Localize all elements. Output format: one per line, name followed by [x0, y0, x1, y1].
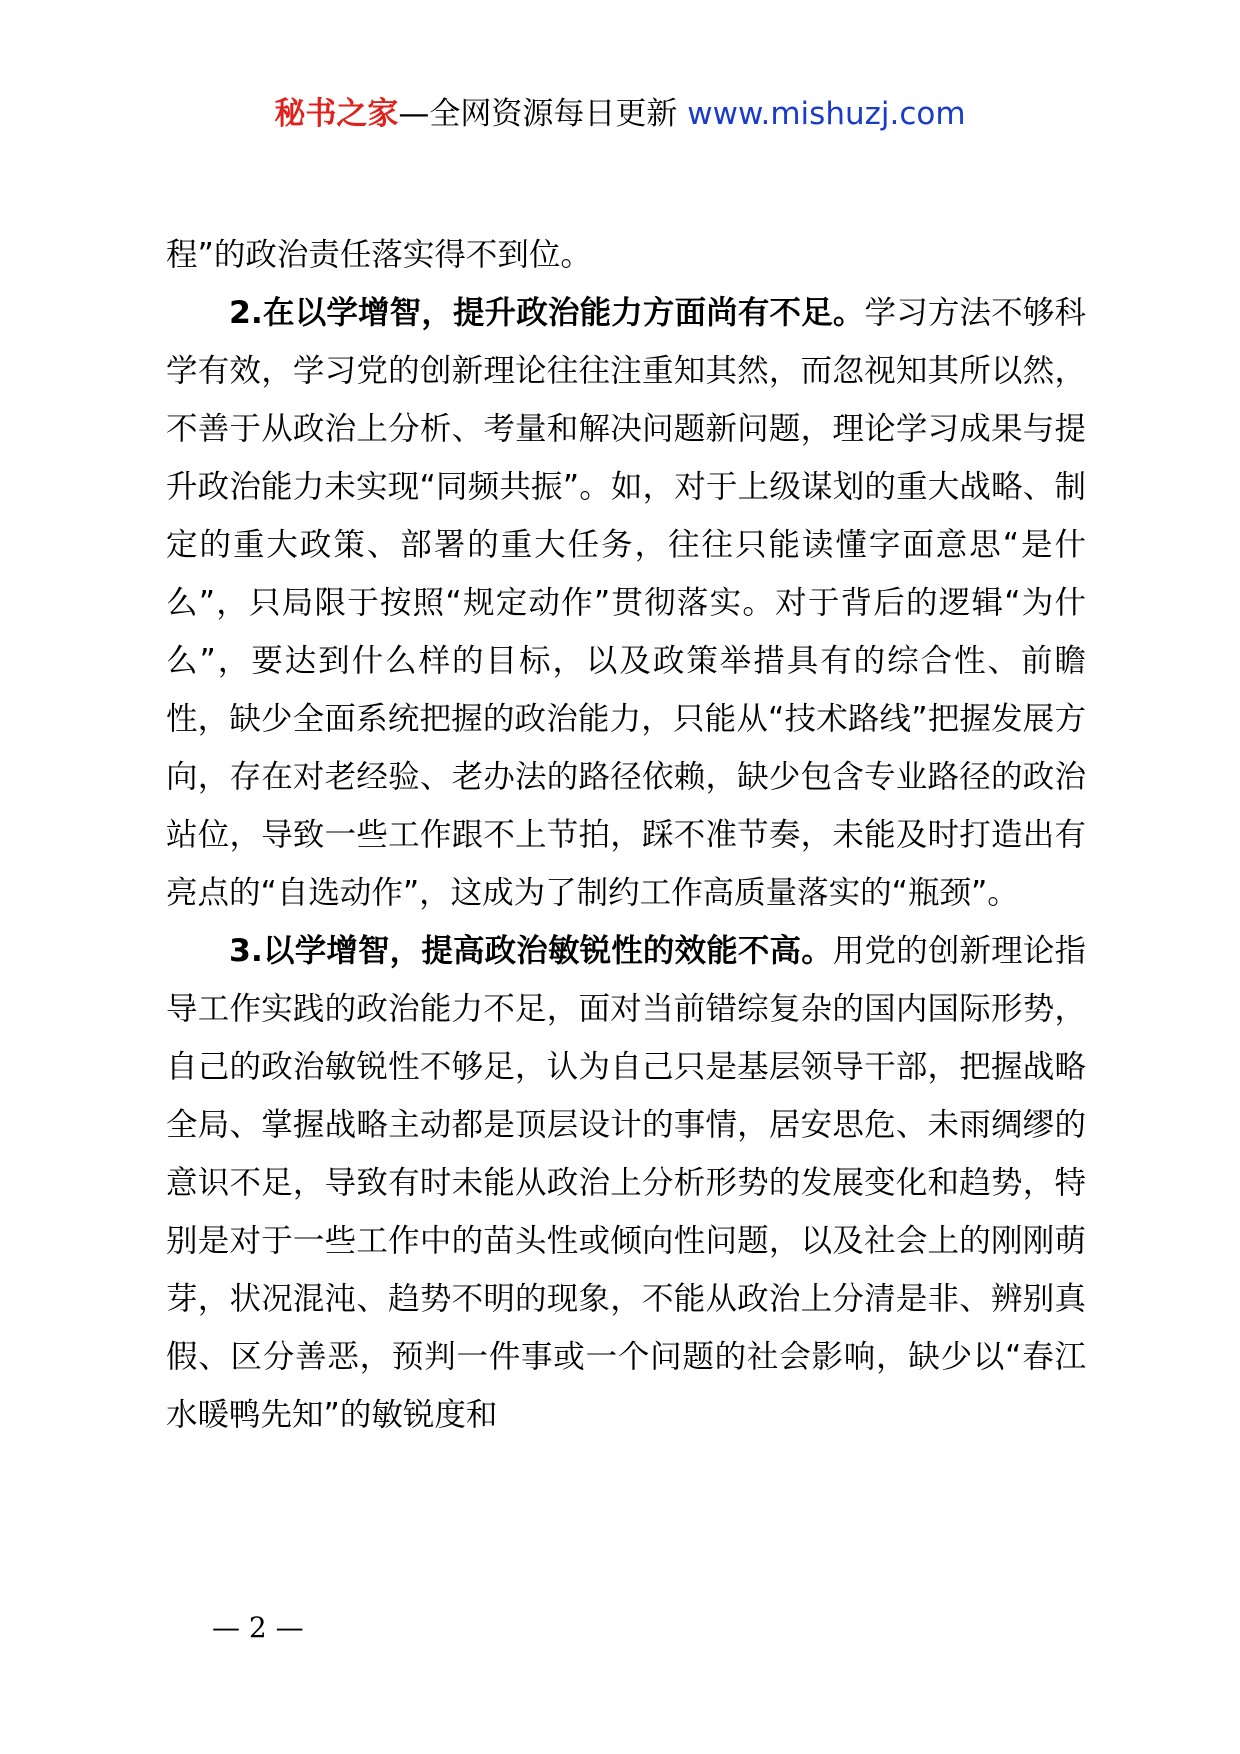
paragraph-political-sensitivity: [166, 922, 1086, 1444]
site-banner: [0, 94, 1240, 134]
paragraph-heading: 2.在以学增智，提升政治能力方面尚有不足。: [229, 295, 865, 331]
site-brand: 秘书之家: [274, 96, 399, 132]
document-body: [166, 226, 1086, 1444]
paragraph-political-ability: [166, 284, 1086, 922]
paragraph-text: 用党的创新理论指导工作实践的政治能力不足，面对当前错综复杂的国内国际形势，自己的政治敏锐性不够足，认为自己只是基层领导干部，把握战略全局、掌握战略主动都是顶层设计的事情，居安思危、未雨绸缪的意识不足，导致有时未能从政治上分析形势的发展变化和趋势，特别是对于一些工作中的苗头性或倾向性问题，以及社会上的刚刚萌芽，状况混沌、趋势不明的现象，不能从政治上分清是非、辨别真假、区分善恶，预判一件事或一个问题的社会影响，缺少以“春江水暖鸭先知”的敏锐度和: [166, 933, 1086, 1433]
site-tagline: —全网资源每日更新: [398, 96, 688, 132]
paragraph-continued: 程”的政治责任落实得不到位。: [166, 237, 592, 273]
paragraph-text: 学习方法不够科学有效，学习党的创新理论往往注重知其然，而忽视知其所以然，不善于从政治上分析、考量和解决问题新问题，理论学习成果与提升政治能力未实现“同频共振”。如，对于上级谋划的重大战略、制定的重大政策、部署的重大任务，往往只能读懂字面意思“是什么”，只局限于按照“规定动作”贯彻落实。对于背后的逻辑“为什么”，要达到什么样的目标，以及政策举措具有的综合性、前瞻性，缺少全面系统把握的政治能力，只能从“技术路线”把握发展方向，存在对老经验、老办法的路径依赖，缺少包含专业路径的政治站位，导致一些工作跟不上节拍，踩不准节奏，未能及时打造出有亮点的“自选动作”，这成为了制约工作高质量落实的“瓶颈”。: [166, 295, 1086, 911]
site-url-link[interactable]: www.mishuzj.com: [687, 96, 966, 132]
paragraph-heading: 3.以学增智，提高政治敏锐性的效能不高。: [229, 933, 833, 969]
page-number: — 2 —: [212, 1611, 304, 1644]
